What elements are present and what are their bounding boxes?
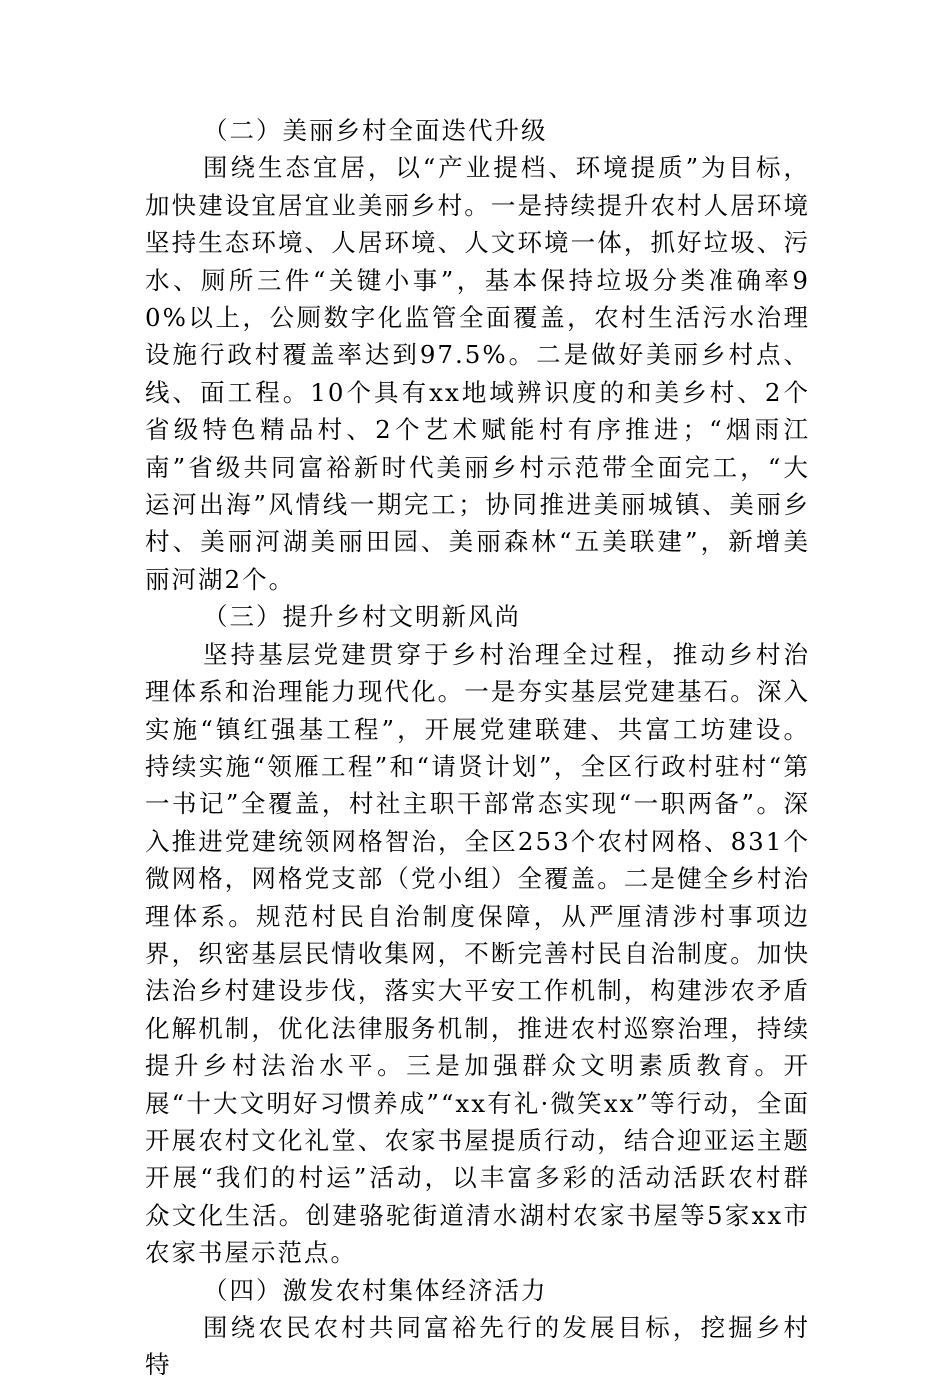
section-paragraph-4: 围绕农民农村共同富裕先行的发展目标，挖掘乡村特 bbox=[145, 1313, 810, 1380]
section-paragraph-3: 坚持基层党建贯穿于乡村治理全过程，推动乡村治理体系和治理能力现代化。一是夯实基层党建基石。深入实施“镇红强基工程”，开展党建联建、共富工坊建设。持续实施“领雁工程”和“请贤计划”，全区行政村驻村“第一书记”全覆盖，村社主职干部常态实现“一职两备”。深入推进党建统领网格智治，全区253个农村网格、831个微网格，网格党支部（党小组）全覆盖。二是健全乡村治理体系。规范村民自治制度保障，从严厘清涉村事项边界，织密基层民情收集网，不断完善村民自治制度。加快法治乡村建设步伐，落实大平安工作机制，构建涉农矛盾化解机制，优化法律服务机制，推进农村巡察治理，持续提升乡村法治水平。三是加强群众文明素质教育。开展“十大文明好习惯养成”“xx有礼·微笑xx”等行动，全面开展农村文化礼堂、农家书屋提质行动，结合迎亚运主题开展“我们的村运”活动，以丰富多彩的活动活跃农村群众文化生活。创建骆驼街道清水湖村农家书屋等5家xx市农家书屋示范点。 bbox=[145, 639, 810, 1268]
section-heading-2: （二）美丽乡村全面迭代升级 bbox=[203, 116, 548, 145]
document-body bbox=[145, 112, 810, 1384]
section-heading-3: （三）提升乡村文明新风尚 bbox=[203, 602, 521, 632]
section-paragraph-2: 围绕生态宜居，以“产业提档、环境提质”为目标，加快建设宜居宜业美丽乡村。一是持续提升农村人居环境坚持生态环境、人居环境、人文环境一体，抓好垃圾、污水、厕所三件“关键小事”，基本保持垃圾分类准确率90%以上，公厕数字化监管全面覆盖，农村生活污水治理设施行政村覆盖率达到97.5%。二是做好美丽乡村点、线、面工程。10个具有xx地域辨识度的和美乡村、2个省级特色精品村、2个艺术赋能村有序推进；“烟雨江南”省级共同富裕新时代美丽乡村示范带全面完工，“大运河出海”风情线一期完工；协同推进美丽城镇、美丽乡村、美丽河湖美丽田园、美丽森林“五美联建”，新增美丽河湖2个。 bbox=[145, 153, 810, 594]
section-heading-4: （四）激发农村集体经济活力 bbox=[203, 1275, 548, 1305]
